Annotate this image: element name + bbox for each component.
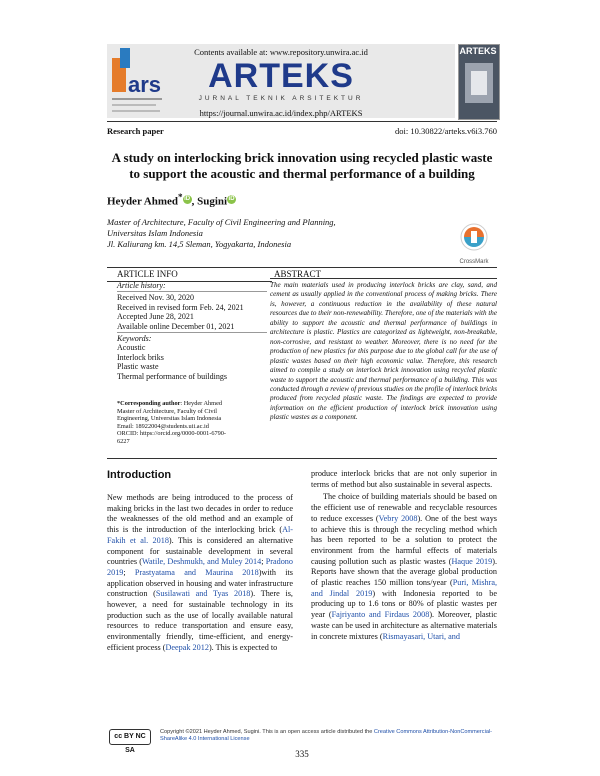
author-separator: , (191, 195, 198, 208)
keyword-item: Plastic waste (117, 362, 159, 372)
info-box-bottom-rule (107, 458, 497, 459)
section-heading-introduction: Introduction (107, 469, 172, 481)
text-run: ). One of the best ways to achieve this is through the recycling method which has been reported to be a solution to protect the environment from the harmful effects of materials causing pollution such as plastic wastes ( (311, 513, 497, 566)
affiliation (107, 217, 336, 250)
revised-date: Received in revised form Feb. 24, 2021 (117, 302, 244, 312)
license-link[interactable]: Creative Commons Attribution-NonCommercial-ShareAlike 4.0 International License (160, 729, 493, 742)
citation-link[interactable]: Puri, Mishra, and Jindal 2019 (311, 578, 498, 598)
text-run: ) with Indonesia reported to be producing up to 1.6 tons or 80% of plastic wastes per year ( (311, 588, 497, 620)
history-label: Article history: (117, 281, 166, 290)
text-run: ). This is expected to (208, 642, 278, 652)
text-run: ). There is, however, a need for sustainable technology in its production such as the use of locally available natural resources to reduce transportation and ensure easy, environmentally friendly, time-efficient, and energy-efficient process ( (107, 589, 293, 652)
text-run: ; (261, 557, 266, 567)
crossmark-icon (452, 222, 496, 254)
corr-line: Engineering, Universitas Islam Indonesia (117, 415, 222, 423)
author-line (107, 192, 236, 208)
keyword-item: Thermal performance of buildings (117, 371, 227, 381)
corresponding-mark: * (178, 192, 183, 202)
orcid-icon[interactable]: iD (228, 196, 235, 202)
divider (117, 291, 267, 292)
cc-license-badge[interactable]: cc BY NC SA (109, 729, 151, 745)
copyright-text: Copyright ©2021 Heyder Ahmed, Sugini. This is an open access article distributed the (160, 729, 374, 735)
text-run: ). Reports have shown that the average global production of plastic reaches 150 million tons/year ( (311, 556, 497, 588)
keyword-item: Acoustic (117, 343, 146, 353)
header-divider (107, 121, 497, 122)
citation-link[interactable]: Susilawati and Tyas 2018 (155, 589, 251, 599)
cover-graphic (459, 45, 499, 119)
affiliation-line: Master of Architecture, Faculty of Civil Engineering and Planning, (107, 217, 336, 227)
received-date: Received Nov. 30, 2020 (117, 293, 195, 303)
text-run: ). This is considered an alternative component for sustainable development in several countries ( (107, 535, 294, 567)
citation-link[interactable]: Rismayasari, Utari, and (382, 631, 460, 641)
citation-link[interactable]: Vebry 2008 (378, 513, 418, 523)
logo-text: ars (128, 72, 162, 97)
citation-link[interactable]: Haque 2019 (451, 556, 493, 566)
intro-paragraph (311, 492, 497, 642)
keywords-label: Keywords: (117, 334, 152, 344)
author-second: Sugini (197, 195, 228, 208)
intro-paragraph (107, 493, 293, 654)
corr-line: Master of Architecture, Faculty of Civil (117, 407, 218, 415)
copyright-notice (160, 729, 497, 743)
journal-url-link[interactable]: https://journal.unwira.ac.id/index.php/ARTEKS (199, 108, 363, 118)
citation-link[interactable]: Prastyatama and Maurina 2018 (134, 567, 259, 577)
citation-link[interactable]: Pradono 2019 (107, 557, 293, 577)
abstract-text: The main materials used in producing interlock bricks are clay, sand, and cement as usually applied in the conventional process of making bricks. There is, however, a continuous reduction in the availability of these natural resources due to their non-renewability. Therefore, one of the materials with the ability to support the acoustic and thermal performance of buildings in architecture is plastic. Plastics are categorized as lightweight, non-breakable, non-corrosive, and resistant to weather. Moreover, there is no need for the production of new plastics for this purpose due to the global call for the use of plastic wastes based on their high economic value. Therefore, this research aimed to compile a study on interlock brick innovation using recycled plastic waste to support the acoustic and thermal performance of a building. This was conducted through a review of previous studies on the profile of interlock bricks produced from recycled plastic waste. The findings are expected to provide information on the efficient production of interlock brick innovation using plastic wastes as a component. (270, 281, 497, 422)
cover-title: ARTEKS (459, 46, 497, 56)
article-info (117, 281, 267, 381)
affiliation-line: Universitas Islam Indonesia (107, 228, 203, 238)
contents-available-line: Contents available at: www.repository.unwira.ac.id (194, 47, 368, 57)
paper-title: A study on interlocking brick innovation using recycled plastic waste to support the acoustic and thermal performance of a building (111, 150, 493, 181)
corr-label: *Corresponding author (117, 400, 181, 407)
right-column (311, 469, 497, 642)
doi-link[interactable]: doi: 10.30822/arteks.v6i3.760 (395, 126, 497, 136)
author-first: Heyder Ahmed (107, 195, 178, 208)
citation-link[interactable]: Deepak 2012 (165, 642, 209, 652)
keyword-item: Interlock briks (117, 352, 164, 362)
citation-link[interactable]: Watile, Deshmukh, and Muley 2014 (141, 557, 262, 567)
text-run: ). Moreover, plastic waste can be used in architecture as alternative materials in concrete mixtures ( (311, 610, 497, 641)
article-info-heading: ARTICLE INFO (107, 267, 272, 282)
citation-link[interactable]: Fajriyanto and Firdaus 2008 (331, 610, 430, 620)
journal-subtitle: JURNAL TEKNIK ARSITEKTUR (198, 95, 364, 102)
corresponding-author (117, 400, 267, 446)
corr-orcid[interactable]: 6227 (117, 437, 130, 445)
text-run: The choice of building materials should be based on the efficient use of renewable and recyclable resources to reduce excesses ( (311, 492, 497, 523)
online-date: Available online December 01, 2021 (117, 321, 235, 331)
abstract-heading: ABSTRACT (270, 267, 497, 279)
crossmark-label: CrossMark (459, 259, 489, 265)
divider (117, 332, 267, 333)
citation-link[interactable]: Al-Fakih et al. 2018 (107, 525, 293, 545)
left-column (107, 493, 293, 654)
orcid-icon[interactable]: iD (184, 196, 191, 202)
corr-orcid[interactable]: ORCID: https://orcid.org/0000-0001-6790- (117, 430, 227, 438)
crossmark-badge[interactable] (452, 222, 496, 265)
corr-email[interactable]: Email: 18922004@students.uii.ac.id (117, 422, 209, 430)
text-run: ; (123, 567, 135, 577)
intro-paragraph-continued: produce interlock bricks that are not only superior in terms of method but also sustainable in several aspects. (311, 469, 497, 489)
corr-name: : Heyder Ahmed (180, 400, 223, 407)
journal-name: ARTEKS (208, 57, 354, 95)
affiliation-line: Jl. Kaliurang km. 14,5 Sleman, Yogyakarta, Indonesia (107, 239, 292, 249)
article-type: Research paper (107, 126, 164, 136)
text-run: )with its application observed in housing and water infrastructure construction ( (107, 567, 293, 599)
accepted-date: Accepted June 28, 2021 (117, 312, 194, 322)
page-number: 335 (295, 749, 309, 759)
text-run: New methods are being introduced to the process of making bricks in the last two decades in order to reduce the weaknesses of the old method and an example of this is the introduction of the interlocking brick ( (107, 493, 293, 535)
